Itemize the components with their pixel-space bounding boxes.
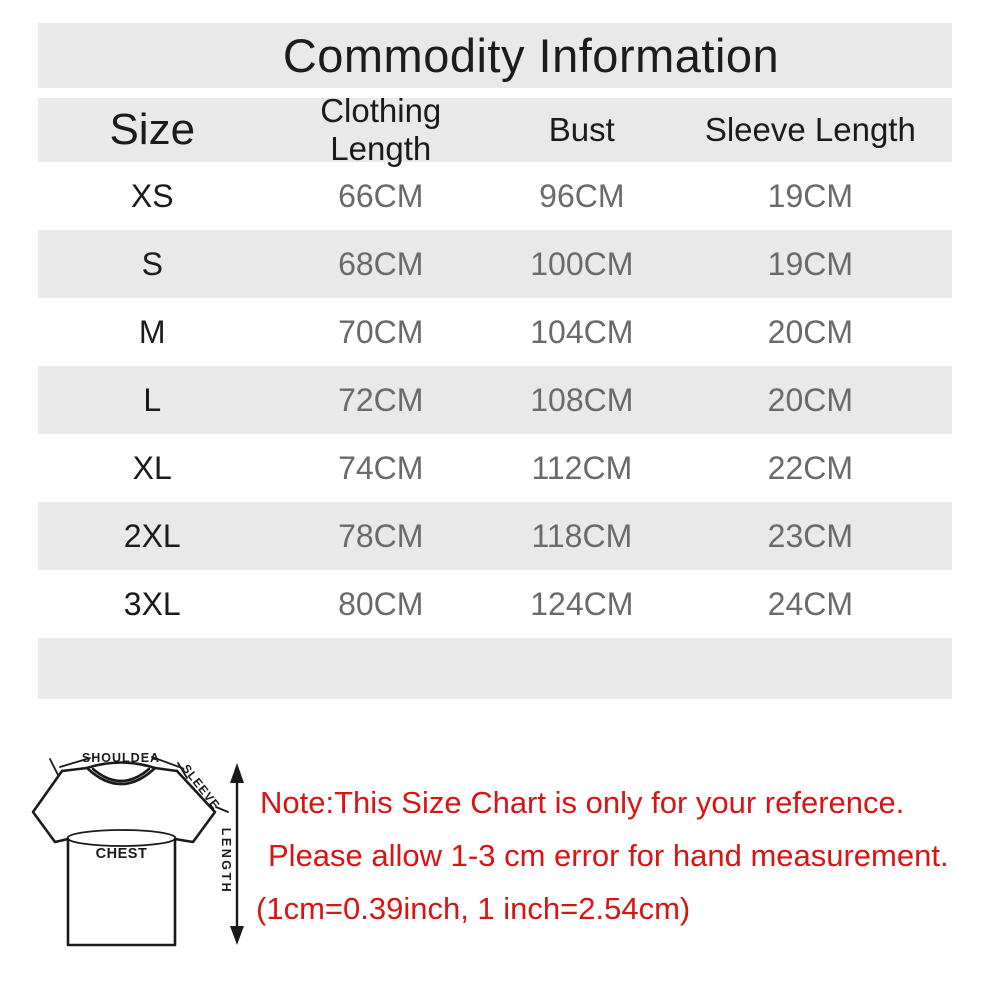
clothing-length-cell: 70CM [338,313,424,350]
chest-ellipse [68,830,176,846]
sleeve-label: SLEEVE [179,761,223,813]
bust-cell: 112CM [531,449,633,486]
size-cell: XL [132,449,172,486]
clothing-length-cell: 72CM [338,381,424,418]
bust-cell: 108CM [530,381,634,418]
clothing-length-cell: 80CM [338,585,424,622]
size-cell: XS [130,177,174,214]
length-label: LENGTH [219,827,233,895]
table-row-l [38,366,952,434]
sleeve-length-cell: 19CM [767,177,853,214]
bust-cell: 124CM [530,585,634,622]
column-header-size: Size [109,105,196,154]
table-row-2xl [38,502,952,570]
bust-cell: 96CM [539,177,625,214]
clothing-length-cell: 68CM [338,245,424,282]
page-title-text: Commodity Information [282,29,780,82]
size-cell: 2XL [123,517,181,554]
column-header-bust: Bust [548,111,615,148]
note-line-2: Please allow 1-3 cm error for hand measurement. [268,838,949,873]
note-text [256,776,949,935]
clothing-length-cell: 66CM [338,177,424,214]
size-cell: M [138,313,166,350]
bust-cell: 104CM [530,313,634,350]
sleeve-length-cell: 23CM [767,517,853,554]
note-line-1: Note:This Size Chart is only for your reference. [260,785,905,820]
column-header-clothing-length: Clothing Length [320,92,442,167]
column-header-sleeve-length: Sleeve Length [704,111,916,148]
table-row-xl [38,434,952,502]
sleeve-length-cell: 20CM [767,313,853,350]
table-row-xs [38,162,952,230]
empty-row [38,638,952,699]
sleeve-length-cell: 20CM [767,381,853,418]
size-cell: L [143,381,162,418]
table-header-row [38,92,952,167]
bust-cell: 100CM [530,245,634,282]
size-cell: 3XL [123,585,181,622]
note-line-3: (1cm=0.39inch, 1 inch=2.54cm) [256,891,691,926]
clothing-length-cell: 78CM [338,517,424,554]
sleeve-length-cell: 22CM [767,449,853,486]
bust-cell: 118CM [531,517,633,554]
shoulder-label: SHOULDEA [81,751,161,765]
table-row-m [38,298,952,366]
page-title [38,23,952,88]
sleeve-length-cell: 24CM [767,585,853,622]
table-row-3xl [38,570,952,638]
sleeve-length-cell: 19CM [767,245,853,282]
clothing-length-cell: 74CM [338,449,424,486]
chest-label: CHEST [95,846,148,862]
size-cell: S [141,245,163,282]
tshirt-measurement-diagram [20,735,270,980]
table-row-s [38,230,952,298]
